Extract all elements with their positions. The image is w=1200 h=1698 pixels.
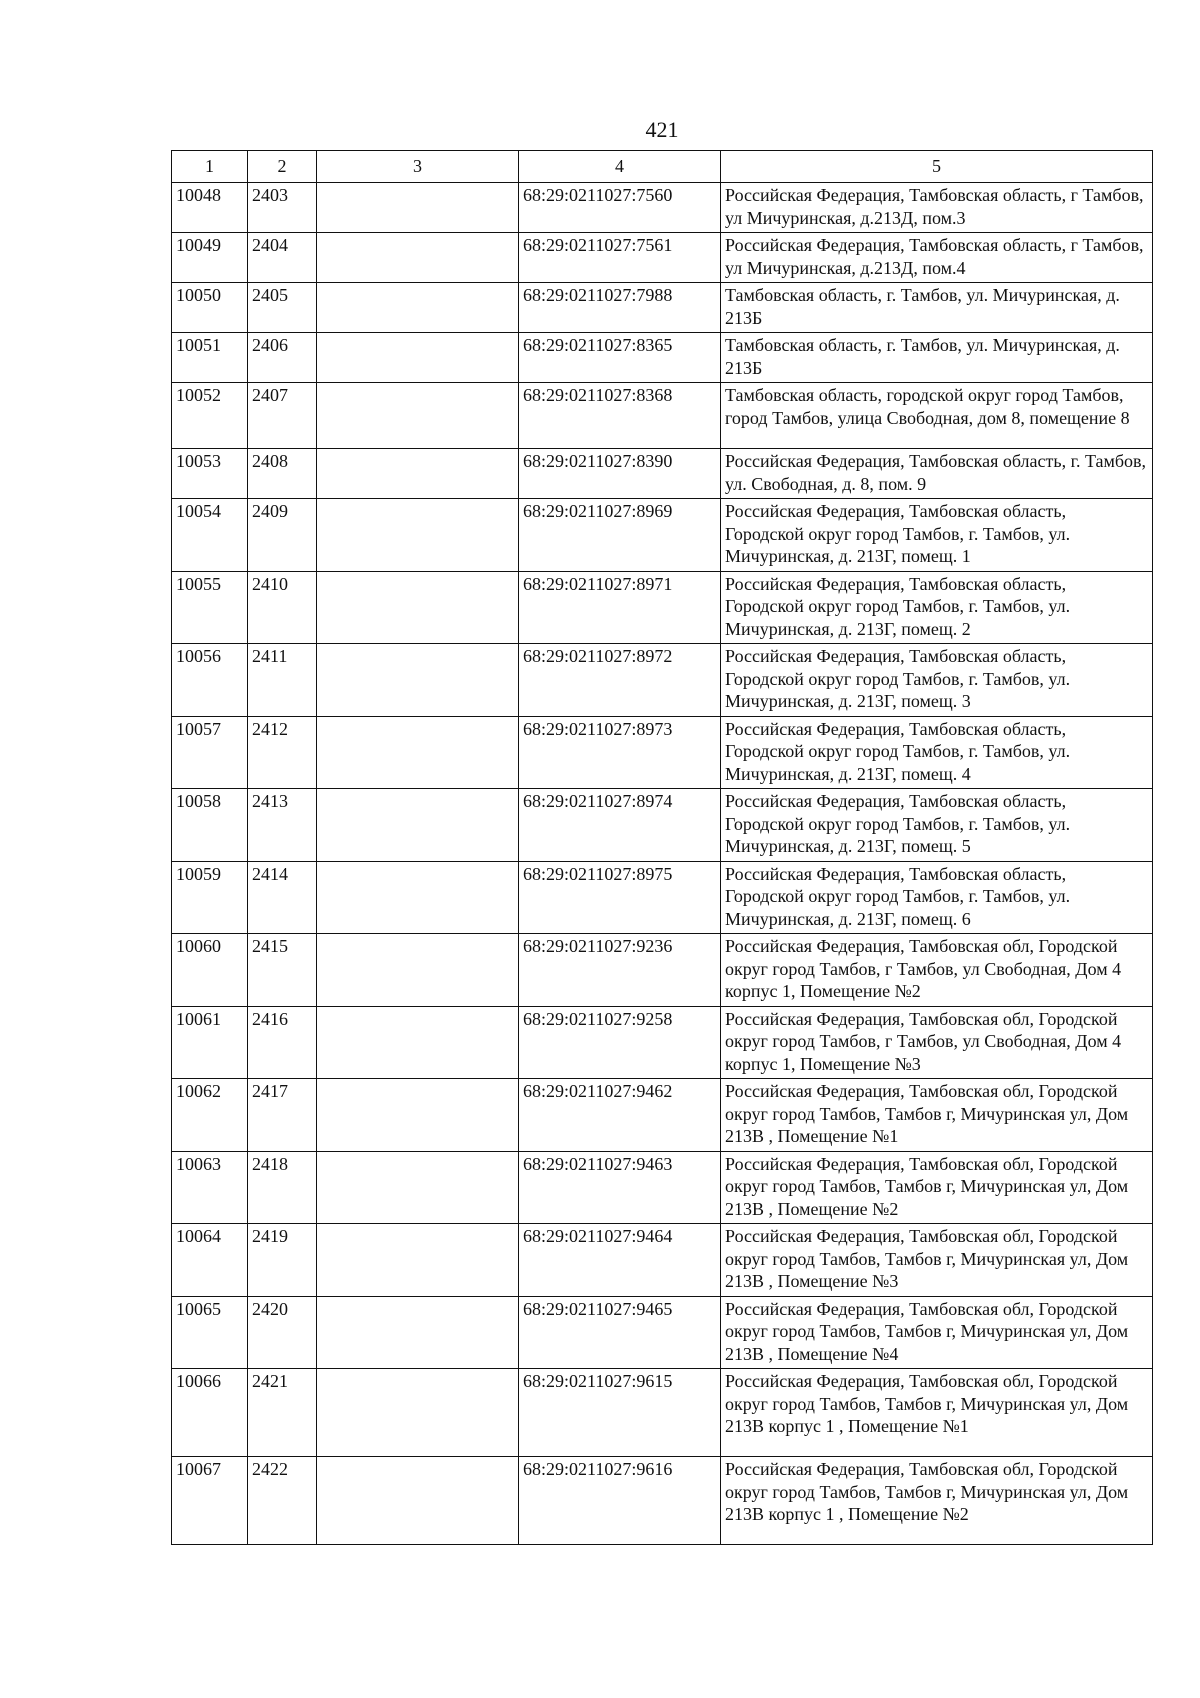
cell-cadastral-number: 68:29:0211027:8368 xyxy=(519,383,721,449)
cell-item-number: 2419 xyxy=(248,1224,317,1297)
table-row xyxy=(172,499,1153,572)
cell-record-number: 10065 xyxy=(172,1296,248,1369)
cell-column-3 xyxy=(317,283,519,333)
table-body xyxy=(172,183,1153,1545)
cell-column-3 xyxy=(317,449,519,499)
cell-cadastral-number: 68:29:0211027:9463 xyxy=(519,1151,721,1224)
cell-record-number: 10060 xyxy=(172,934,248,1007)
cell-cadastral-number: 68:29:0211027:9236 xyxy=(519,934,721,1007)
cell-address: Российская Федерация, Тамбовская область, Городской округ город Тамбов, г. Тамбов, ул. Мичуринская, д. 213Г, помещ. 3 xyxy=(721,644,1153,717)
cell-cadastral-number: 68:29:0211027:7560 xyxy=(519,183,721,233)
cell-record-number: 10048 xyxy=(172,183,248,233)
table-row xyxy=(172,1224,1153,1297)
table-row xyxy=(172,861,1153,934)
table-row xyxy=(172,1079,1153,1152)
cell-record-number: 10051 xyxy=(172,333,248,383)
table-row xyxy=(172,1151,1153,1224)
cell-cadastral-number: 68:29:0211027:9615 xyxy=(519,1369,721,1457)
cell-record-number: 10067 xyxy=(172,1457,248,1545)
cell-item-number: 2412 xyxy=(248,716,317,789)
cell-cadastral-number: 68:29:0211027:8969 xyxy=(519,499,721,572)
cell-address: Российская Федерация, Тамбовская обл, Городской округ город Тамбов, Тамбов г, Мичуринская ул, Дом 213В , Помещение №1 xyxy=(721,1079,1153,1152)
cell-record-number: 10050 xyxy=(172,283,248,333)
cell-item-number: 2422 xyxy=(248,1457,317,1545)
cell-record-number: 10053 xyxy=(172,449,248,499)
cell-cadastral-number: 68:29:0211027:9462 xyxy=(519,1079,721,1152)
cell-column-3 xyxy=(317,1457,519,1545)
cell-cadastral-number: 68:29:0211027:8975 xyxy=(519,861,721,934)
cell-item-number: 2415 xyxy=(248,934,317,1007)
cell-cadastral-number: 68:29:0211027:8365 xyxy=(519,333,721,383)
cell-column-3 xyxy=(317,861,519,934)
cell-record-number: 10058 xyxy=(172,789,248,862)
column-header-4: 4 xyxy=(519,151,721,183)
cell-column-3 xyxy=(317,571,519,644)
header-row xyxy=(172,151,1153,183)
cell-cadastral-number: 68:29:0211027:8390 xyxy=(519,449,721,499)
cell-column-3 xyxy=(317,1006,519,1079)
cell-address: Российская Федерация, Тамбовская область, Городской округ город Тамбов, г. Тамбов, ул. Мичуринская, д. 213Г, помещ. 5 xyxy=(721,789,1153,862)
cell-item-number: 2403 xyxy=(248,183,317,233)
cell-column-3 xyxy=(317,383,519,449)
table-row xyxy=(172,1296,1153,1369)
cell-address: Российская Федерация, Тамбовская обл, Городской округ город Тамбов, г Тамбов, ул Свободная, Дом 4 корпус 1, Помещение №2 xyxy=(721,934,1153,1007)
table-row xyxy=(172,716,1153,789)
cell-column-3 xyxy=(317,1224,519,1297)
cell-column-3 xyxy=(317,789,519,862)
cell-cadastral-number: 68:29:0211027:9464 xyxy=(519,1224,721,1297)
column-header-2: 2 xyxy=(248,151,317,183)
cell-column-3 xyxy=(317,1151,519,1224)
cell-record-number: 10056 xyxy=(172,644,248,717)
cell-address: Российская Федерация, Тамбовская область, Городской округ город Тамбов, г. Тамбов, ул. Мичуринская, д. 213Г, помещ. 4 xyxy=(721,716,1153,789)
cell-cadastral-number: 68:29:0211027:9465 xyxy=(519,1296,721,1369)
cell-column-3 xyxy=(317,934,519,1007)
cell-item-number: 2410 xyxy=(248,571,317,644)
cell-address: Российская Федерация, Тамбовская область, г Тамбов, ул Мичуринская, д.213Д, пом.3 xyxy=(721,183,1153,233)
cell-record-number: 10059 xyxy=(172,861,248,934)
cell-record-number: 10057 xyxy=(172,716,248,789)
cell-item-number: 2417 xyxy=(248,1079,317,1152)
table-row xyxy=(172,333,1153,383)
cell-item-number: 2408 xyxy=(248,449,317,499)
cell-record-number: 10066 xyxy=(172,1369,248,1457)
cell-cadastral-number: 68:29:0211027:9258 xyxy=(519,1006,721,1079)
cell-item-number: 2421 xyxy=(248,1369,317,1457)
cell-item-number: 2416 xyxy=(248,1006,317,1079)
table-row xyxy=(172,571,1153,644)
cell-address: Российская Федерация, Тамбовская область, Городской округ город Тамбов, г. Тамбов, ул. Мичуринская, д. 213Г, помещ. 1 xyxy=(721,499,1153,572)
cell-item-number: 2407 xyxy=(248,383,317,449)
cell-address: Тамбовская область, г. Тамбов, ул. Мичуринская, д. 213Б xyxy=(721,333,1153,383)
cell-address: Российская Федерация, Тамбовская обл, Городской округ город Тамбов, Тамбов г, Мичуринская ул, Дом 213В , Помещение №3 xyxy=(721,1224,1153,1297)
cell-column-3 xyxy=(317,1296,519,1369)
cell-column-3 xyxy=(317,333,519,383)
table-row xyxy=(172,934,1153,1007)
table-row xyxy=(172,383,1153,449)
cell-cadastral-number: 68:29:0211027:8972 xyxy=(519,644,721,717)
cell-column-3 xyxy=(317,183,519,233)
cell-cadastral-number: 68:29:0211027:7988 xyxy=(519,283,721,333)
table-row xyxy=(172,644,1153,717)
column-header-3: 3 xyxy=(317,151,519,183)
cell-column-3 xyxy=(317,644,519,717)
cell-record-number: 10061 xyxy=(172,1006,248,1079)
cell-column-3 xyxy=(317,1369,519,1457)
cell-address: Российская Федерация, Тамбовская обл, Городской округ город Тамбов, Тамбов г, Мичуринская ул, Дом 213В корпус 1 , Помещение №1 xyxy=(721,1369,1153,1457)
cell-cadastral-number: 68:29:0211027:9616 xyxy=(519,1457,721,1545)
cell-item-number: 2413 xyxy=(248,789,317,862)
cell-item-number: 2418 xyxy=(248,1151,317,1224)
cell-item-number: 2406 xyxy=(248,333,317,383)
column-header-5: 5 xyxy=(721,151,1153,183)
cell-item-number: 2411 xyxy=(248,644,317,717)
cell-address: Российская Федерация, Тамбовская обл, Городской округ город Тамбов, г Тамбов, ул Свободная, Дом 4 корпус 1, Помещение №3 xyxy=(721,1006,1153,1079)
table-row xyxy=(172,233,1153,283)
cell-address: Российская Федерация, Тамбовская область, г Тамбов, ул Мичуринская, д.213Д, пом.4 xyxy=(721,233,1153,283)
column-header-1: 1 xyxy=(172,151,248,183)
table-row xyxy=(172,1369,1153,1457)
table-row xyxy=(172,449,1153,499)
cell-address: Российская Федерация, Тамбовская область, Городской округ город Тамбов, г. Тамбов, ул. Мичуринская, д. 213Г, помещ. 2 xyxy=(721,571,1153,644)
cell-address: Тамбовская область, городской округ город Тамбов, город Тамбов, улица Свободная, дом 8, помещение 8 xyxy=(721,383,1153,449)
cell-record-number: 10054 xyxy=(172,499,248,572)
cell-item-number: 2404 xyxy=(248,233,317,283)
table-header xyxy=(172,151,1153,183)
cell-cadastral-number: 68:29:0211027:8973 xyxy=(519,716,721,789)
cell-record-number: 10055 xyxy=(172,571,248,644)
cell-item-number: 2414 xyxy=(248,861,317,934)
table-row xyxy=(172,283,1153,333)
cell-item-number: 2409 xyxy=(248,499,317,572)
cell-item-number: 2405 xyxy=(248,283,317,333)
cell-record-number: 10064 xyxy=(172,1224,248,1297)
cell-record-number: 10063 xyxy=(172,1151,248,1224)
cell-cadastral-number: 68:29:0211027:7561 xyxy=(519,233,721,283)
table-row xyxy=(172,1006,1153,1079)
cell-record-number: 10052 xyxy=(172,383,248,449)
cell-address: Российская Федерация, Тамбовская обл, Городской округ город Тамбов, Тамбов г, Мичуринская ул, Дом 213В корпус 1 , Помещение №2 xyxy=(721,1457,1153,1545)
table-row xyxy=(172,1457,1153,1545)
cell-column-3 xyxy=(317,233,519,283)
cell-address: Российская Федерация, Тамбовская обл, Городской округ город Тамбов, Тамбов г, Мичуринская ул, Дом 213В , Помещение №2 xyxy=(721,1151,1153,1224)
cell-cadastral-number: 68:29:0211027:8974 xyxy=(519,789,721,862)
cell-column-3 xyxy=(317,716,519,789)
cell-item-number: 2420 xyxy=(248,1296,317,1369)
cell-address: Российская Федерация, Тамбовская область, г. Тамбов, ул. Свободная, д. 8, пом. 9 xyxy=(721,449,1153,499)
cell-record-number: 10062 xyxy=(172,1079,248,1152)
table-row xyxy=(172,789,1153,862)
cell-column-3 xyxy=(317,499,519,572)
cell-address: Тамбовская область, г. Тамбов, ул. Мичуринская, д. 213Б xyxy=(721,283,1153,333)
cell-record-number: 10049 xyxy=(172,233,248,283)
cell-cadastral-number: 68:29:0211027:8971 xyxy=(519,571,721,644)
cell-address: Российская Федерация, Тамбовская обл, Городской округ город Тамбов, Тамбов г, Мичуринская ул, Дом 213В , Помещение №4 xyxy=(721,1296,1153,1369)
property-registry-table xyxy=(171,150,1153,1545)
cell-column-3 xyxy=(317,1079,519,1152)
cell-address: Российская Федерация, Тамбовская область, Городской округ город Тамбов, г. Тамбов, ул. Мичуринская, д. 213Г, помещ. 6 xyxy=(721,861,1153,934)
page-number: 421 xyxy=(645,117,679,142)
table-row xyxy=(172,183,1153,233)
